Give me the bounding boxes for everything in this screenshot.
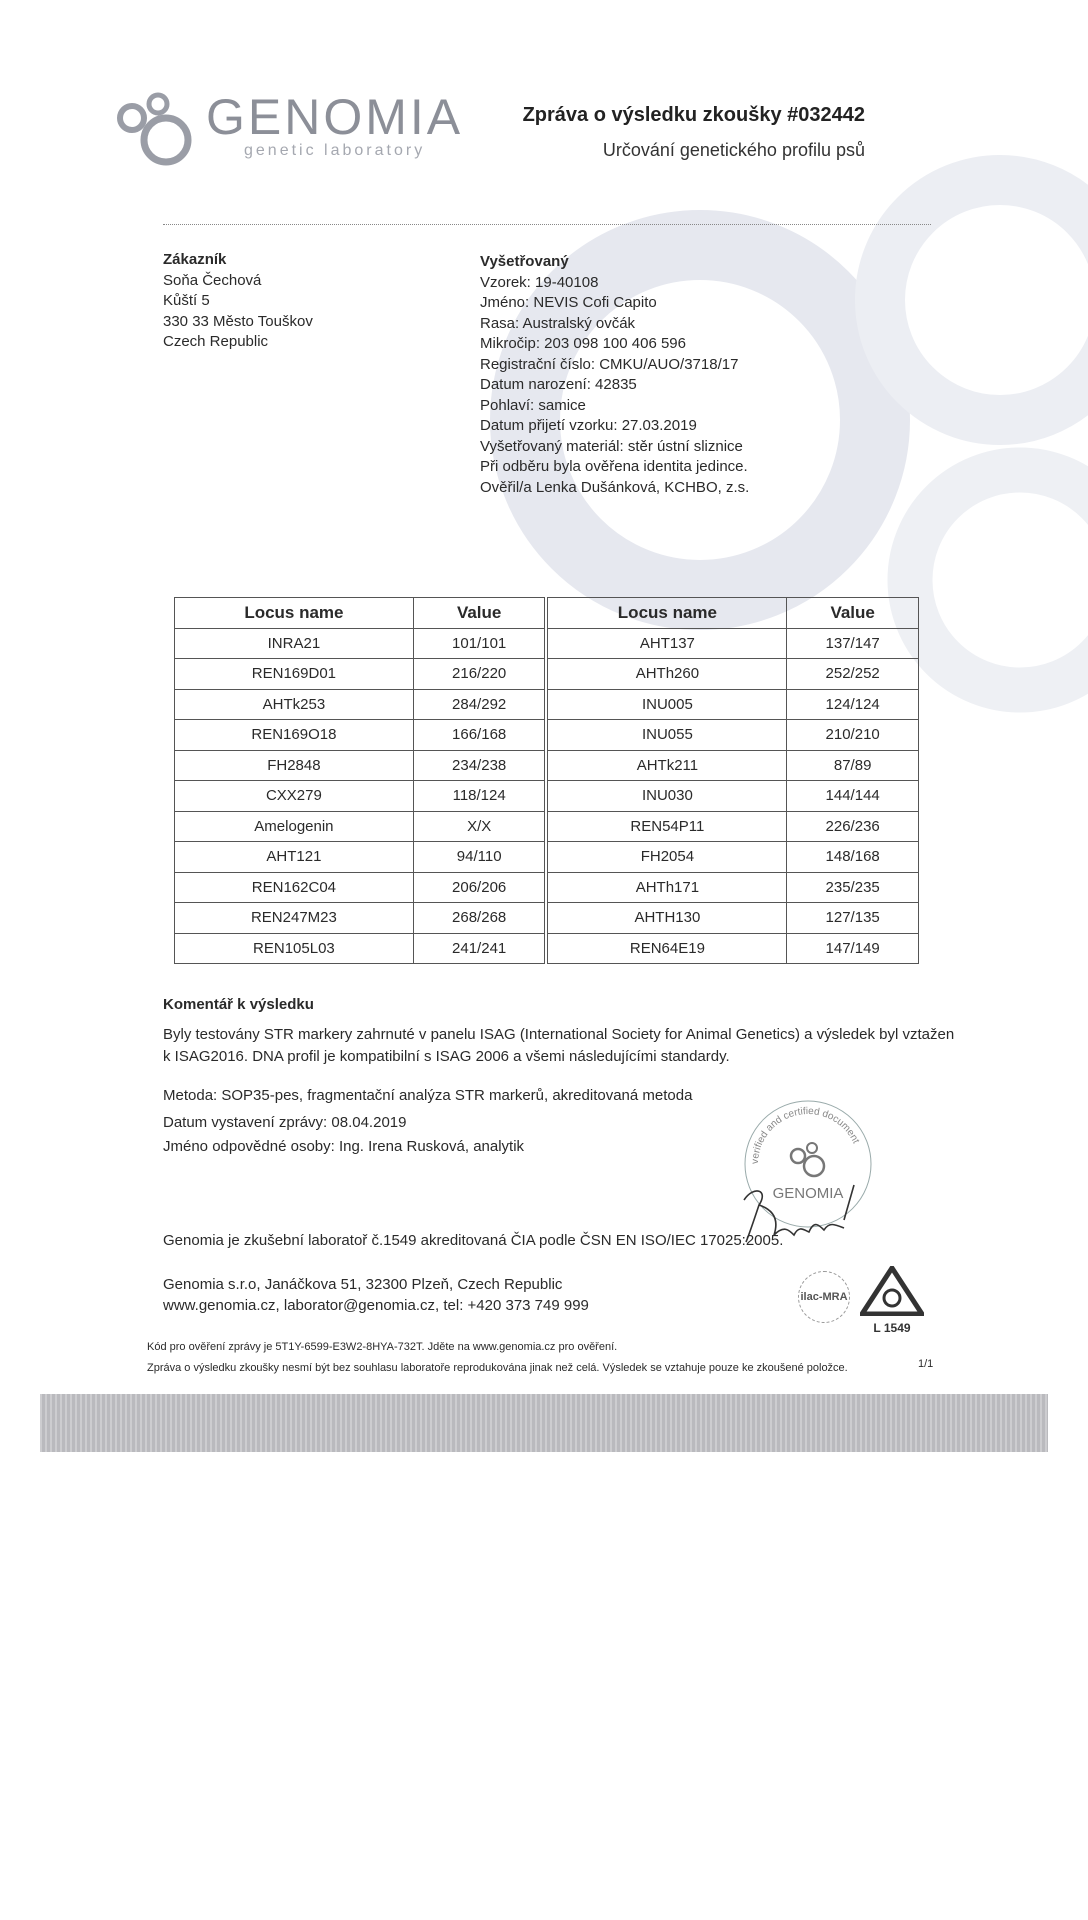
- locus-value-cell: 216/220: [413, 659, 545, 690]
- table-row: [175, 781, 919, 812]
- svg-text:verified and certified documen: verified and certified document: [749, 1105, 862, 1165]
- locus-value-cell: 206/206: [413, 872, 545, 903]
- locus-name-cell: FH2848: [175, 750, 414, 781]
- examined-line: Rasa: Australský ovčák: [480, 314, 636, 332]
- locus-name-cell: AHTk253: [175, 689, 414, 720]
- comment-paragraph: Byly testovány STR markery zahrnuté v panelu ISAG (International Society for Animal Genetics) a výsledek byl vztažen k ISAG2016. DNA profil je kompatibilní s ISAG 2006 a všemi následujícími standardy.: [163, 1026, 955, 1065]
- locus-value-cell: 101/101: [413, 628, 545, 659]
- accreditation-note: Genomia je zkušební laboratoř č.1549 akreditovaná ČIA podle ČSN EN ISO/IEC 17025:2005.: [163, 1232, 784, 1249]
- locus-value-cell: 226/236: [787, 811, 919, 842]
- examined-line: Datum narození: 42835: [480, 376, 637, 393]
- method-line: Metoda: SOP35-pes, fragmentační analýza STR markerů, akreditovaná metoda: [163, 1087, 693, 1104]
- table-row: [175, 659, 919, 690]
- disclaimer: Zpráva o výsledku zkoušky nesmí být bez souhlasu laboratoře reprodukována jinak než celá. Výsledek se vztahuje pouze ke zkoušené položce.: [147, 1362, 848, 1374]
- locus-value-cell: 234/238: [413, 750, 545, 781]
- column-header: Locus name: [548, 598, 787, 629]
- locus-value-cell: 284/292: [413, 689, 545, 720]
- locus-name-cell: REN169D01: [175, 659, 414, 690]
- locus-name-cell: REN247M23: [175, 903, 414, 934]
- locus-name-cell: INU055: [548, 720, 787, 751]
- locus-value-cell: 235/235: [787, 872, 919, 903]
- ilac-mra-badge: [798, 1271, 850, 1323]
- examined-line: Pohlaví: samice: [480, 396, 586, 414]
- customer-heading: Zákazník: [163, 251, 227, 268]
- locus-name-cell: INU005: [548, 689, 787, 720]
- header-divider: [163, 224, 931, 225]
- report-subtitle: Určování genetického profilu psů: [602, 140, 865, 160]
- locus-value-cell: X/X: [413, 811, 545, 842]
- locus-value-cell: 210/210: [787, 720, 919, 751]
- issue-date: Datum vystavení zprávy: 08.04.2019: [163, 1114, 407, 1131]
- locus-name-cell: REN105L03: [175, 933, 414, 964]
- customer-line: Czech Republic: [163, 333, 269, 350]
- locus-name-cell: AHTh171: [548, 872, 787, 903]
- locus-name-cell: REN162C04: [175, 872, 414, 903]
- examined-heading: Vyšetřovaný: [480, 253, 569, 270]
- report-title: Zpráva o výsledku zkoušky #032442: [522, 104, 865, 126]
- table-row: [175, 689, 919, 720]
- svg-text:GENOMIA: GENOMIA: [772, 1185, 844, 1202]
- locus-name-cell: Amelogenin: [175, 811, 414, 842]
- locus-name-cell: AHTH130: [548, 903, 787, 934]
- cia-badge: [860, 1266, 924, 1335]
- logo-tagline: genetic laboratory: [244, 142, 426, 159]
- locus-value-cell: 124/124: [787, 689, 919, 720]
- locus-value-cell: 144/144: [787, 781, 919, 812]
- locus-name-cell: AHT137: [548, 628, 787, 659]
- table-row: [175, 628, 919, 659]
- locus-value-cell: 268/268: [413, 903, 545, 934]
- locus-value-cell: 252/252: [787, 659, 919, 690]
- locus-name-cell: AHTh260: [548, 659, 787, 690]
- locus-name-cell: AHTk211: [548, 750, 787, 781]
- examined-block: [480, 252, 749, 498]
- scan-grey-band: [40, 1394, 1048, 1452]
- table-row: [175, 750, 919, 781]
- genomia-logo: [116, 88, 476, 168]
- certified-stamp: [742, 1098, 874, 1230]
- address-line: Genomia s.r.o, Janáčkova 51, 32300 Plzeň, Czech Republic: [163, 1276, 563, 1293]
- customer-line: 330 33 Město Touškov: [163, 312, 313, 330]
- examined-line: Jméno: NEVIS Cofi Capito: [480, 294, 657, 311]
- locus-name-cell: REN64E19: [548, 933, 787, 964]
- customer-line: Soňa Čechová: [163, 271, 262, 289]
- locus-value-cell: 127/135: [787, 903, 919, 934]
- table-row: [175, 872, 919, 903]
- cia-triangle-icon: [860, 1266, 924, 1316]
- locus-table: [174, 597, 919, 964]
- table-header-row: [175, 598, 919, 629]
- examined-line: Mikročip: 203 098 100 406 596: [480, 335, 686, 352]
- table-row: [175, 933, 919, 964]
- locus-value-cell: 94/110: [413, 842, 545, 873]
- locus-name-cell: AHT121: [175, 842, 414, 873]
- locus-value-cell: 118/124: [413, 781, 545, 812]
- customer-block: [163, 250, 313, 353]
- responsible-person: Jméno odpovědné osoby: Ing. Irena Rusková, analytik: [163, 1138, 525, 1155]
- locus-value-cell: 166/168: [413, 720, 545, 751]
- locus-name-cell: INU030: [548, 781, 787, 812]
- table-row: [175, 811, 919, 842]
- column-header: Value: [413, 598, 545, 629]
- logo-circles-icon: [116, 88, 206, 168]
- locus-name-cell: CXX279: [175, 781, 414, 812]
- locus-name-cell: INRA21: [175, 628, 414, 659]
- examined-line: Vyšetřovaný materiál: stěr ústní sliznice: [480, 437, 743, 455]
- examined-line: Ověřil/a Lenka Dušánková, KCHBO, z.s.: [480, 478, 750, 496]
- column-header: Value: [787, 598, 919, 629]
- customer-line: Kůští 5: [163, 292, 210, 309]
- comment-heading: Komentář k výsledku: [163, 996, 314, 1013]
- locus-name-cell: REN54P11: [548, 811, 787, 842]
- verification-code: Kód pro ověření zprávy je 5T1Y-6599-E3W2-8HYA-732T. Jděte na www.genomia.cz pro ověření.: [147, 1341, 618, 1353]
- examined-line: Datum přijetí vzorku: 27.03.2019: [480, 417, 697, 434]
- examined-line: Registrační číslo: CMKU/AUO/3718/17: [480, 355, 739, 373]
- locus-value-cell: 137/147: [787, 628, 919, 659]
- contact-line: www.genomia.cz, laborator@genomia.cz, tel: +420 373 749 999: [163, 1297, 589, 1314]
- column-header: Locus name: [175, 598, 414, 629]
- locus-name-cell: FH2054: [548, 842, 787, 873]
- locus-value-cell: 87/89: [787, 750, 919, 781]
- cia-number: L 1549: [873, 1321, 911, 1335]
- table-row: [175, 842, 919, 873]
- examined-line: Při odběru byla ověřena identita jedince.: [480, 458, 748, 475]
- table-row: [175, 720, 919, 751]
- locus-name-cell: REN169O18: [175, 720, 414, 751]
- page-number: 1/1: [918, 1358, 934, 1370]
- locus-value-cell: 241/241: [413, 933, 545, 964]
- examined-line: Vzorek: 19-40108: [480, 273, 599, 291]
- locus-value-cell: 148/168: [787, 842, 919, 873]
- ilac-label: ilac-MRA: [800, 1291, 848, 1303]
- table-row: [175, 903, 919, 934]
- logo-wordmark: GENOMIA: [206, 89, 464, 145]
- locus-value-cell: 147/149: [787, 933, 919, 964]
